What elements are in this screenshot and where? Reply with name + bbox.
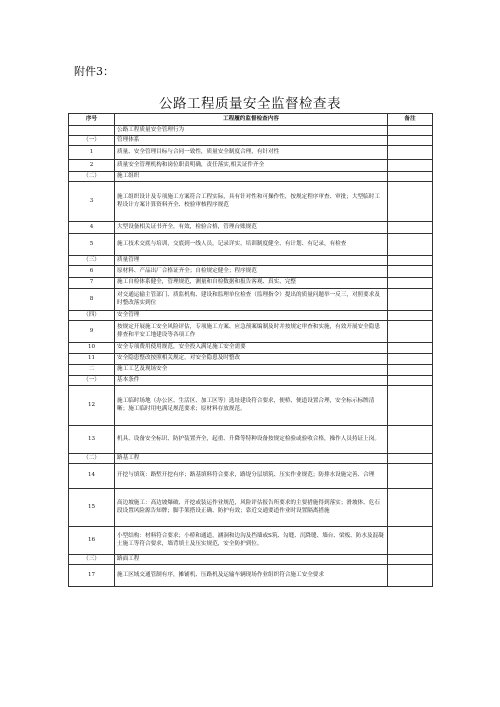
row-remark [388, 454, 433, 464]
row-remark [388, 321, 433, 343]
table-row [69, 278, 433, 289]
row-remark [388, 555, 433, 565]
header-no: 序号 [69, 114, 115, 126]
page-title: 公路工程质量安全监督检查表 [159, 96, 341, 112]
row-remark [388, 234, 433, 256]
table-row [69, 489, 433, 527]
table-row [69, 376, 433, 386]
row-content: 施工自检体系健全，管理规范，测量和自检数据和报告客观、真实、完整 [115, 278, 388, 289]
row-content: 高边坡施工：高边坡爆破、开挖或装运作业规范，风险评估报告所要求的主要措施得到落实；滑坡体、危石段设置风险源告知牌；脚手架搭设正确、防护有效；靠近交通要道作业时设置隔离措施 [115, 489, 388, 527]
row-heading: 安全管理 [115, 311, 388, 321]
row-remark [388, 146, 433, 160]
row-number: 7 [69, 278, 115, 289]
table-row [69, 386, 433, 426]
table-row [69, 464, 433, 489]
row-number: 11 [69, 354, 115, 365]
row-content: 施工临时场地（办公区、生活区、加工区等）选址建设符合要求，便桥、便道设置合理，安全标示标牌清晰；施工临时用电满足规范要求；原材料存放规范。 [115, 386, 388, 426]
row-content: 开挖与填筑：路堑开挖有序；路基填料符合要求，路堤分层填筑、压实作业规范；防排水设施完善、合理 [115, 464, 388, 489]
inspection-table [68, 113, 433, 587]
table-row [69, 555, 433, 565]
row-content: 机具、设备安全标识、防护装置齐全，起重、升降等特种设备按规定检验或验收合格，操作人员持证上岗。 [115, 426, 388, 454]
row-content: 按规定开展施工安全风险评估，专项施工方案、应急预案编制及时并按规定审查和实施，有效开展安全隐患排查和平安工地建设等各项工作 [115, 321, 388, 343]
row-remark [388, 222, 433, 234]
row-remark [388, 489, 433, 527]
table-row [69, 354, 433, 365]
row-content: 施工技术交底与培训，交底到一线人员，记录详实。培训制度健全、有计划、有记录，有检查 [115, 234, 388, 256]
row-number: 16 [69, 527, 115, 555]
row-content: 对交通运输主管部门、质监机构、建设和监理单位检查（监理指令）提出的质量问题举一反三，对照要求及时整改落实到位 [115, 289, 388, 311]
row-content: 原材料、产品出厂合格证齐全；自检规定健全；程序规范 [115, 266, 388, 278]
row-number: （四） [69, 311, 115, 321]
row-number: （二） [69, 172, 115, 182]
row-remark [388, 289, 433, 311]
row-remark [388, 376, 433, 386]
table-row [69, 160, 433, 172]
table-row [69, 234, 433, 256]
row-heading: 质量管理 [115, 256, 388, 266]
row-remark [388, 527, 433, 555]
row-heading: 路基工程 [115, 454, 388, 464]
row-number: 13 [69, 426, 115, 454]
row-number: （三） [69, 555, 115, 565]
table-row [69, 426, 433, 454]
row-heading: 基本条件 [115, 376, 388, 386]
row-number: （三） [69, 256, 115, 266]
row-remark [388, 136, 433, 146]
table-row [69, 266, 433, 278]
row-number: （二） [69, 454, 115, 464]
row-remark [388, 565, 433, 587]
table-row [69, 126, 433, 136]
table-row [69, 146, 433, 160]
row-heading: 施工工艺及现场安全 [115, 365, 388, 376]
table-row [69, 172, 433, 182]
table-row [69, 454, 433, 464]
table-row [69, 365, 433, 376]
header-remark: 备注 [388, 114, 433, 126]
row-content: 施工组织设计及专项施工方案符合工程实际，具有针对性和可操作性，按规定程序审查、审批；大型临时工程设计方案计算资料齐全、校验审核程序规范 [115, 182, 388, 222]
row-remark [388, 311, 433, 321]
row-number: 4 [69, 222, 115, 234]
row-number: 二 [69, 365, 115, 376]
row-number: 3 [69, 182, 115, 222]
row-remark [388, 256, 433, 266]
table-row [69, 256, 433, 266]
table-row [69, 182, 433, 222]
row-content: 安全专项费用使用规范，安全投入满足施工安全需要 [115, 343, 388, 354]
row-number: 15 [69, 489, 115, 527]
row-remark [388, 386, 433, 426]
row-number: 17 [69, 565, 115, 587]
row-number: （一） [69, 136, 115, 146]
row-content: 小型结构：材料符合要求；小桥和通道，涵洞和边沟及挡墙或S筑、勾缝、沉降缝、墙台、梁板、防水及混凝土施工等符合要求，墙背填土及压实规范，安全防护到位。 [115, 527, 388, 555]
row-content: 施工区域交通管制有序，摊铺机、压路机及运输车辆现场作业组织符合施工安全要求 [115, 565, 388, 587]
table-row [69, 321, 433, 343]
row-number: 1 [69, 146, 115, 160]
row-remark [388, 160, 433, 172]
table-row [69, 222, 433, 234]
row-remark [388, 266, 433, 278]
row-remark [388, 354, 433, 365]
table-row [69, 527, 433, 555]
row-number: 5 [69, 234, 115, 256]
row-remark [388, 126, 433, 136]
row-number: 2 [69, 160, 115, 172]
row-remark [388, 343, 433, 354]
table-header-row [69, 114, 433, 126]
table-row [69, 343, 433, 354]
row-number: 12 [69, 386, 115, 426]
row-number: 8 [69, 289, 115, 311]
row-number: 6 [69, 266, 115, 278]
row-number: 14 [69, 464, 115, 489]
row-remark [388, 426, 433, 454]
row-heading: 管理体系 [115, 136, 388, 146]
row-heading: 路面工程 [115, 555, 388, 565]
row-content: 安全隐患整改按照相关规定，对安全隐患及时整改 [115, 354, 388, 365]
row-number: （一） [69, 376, 115, 386]
row-number [69, 126, 115, 136]
row-content: 大型设备相关证书齐全，有效，检验合格，管理台账规范 [115, 222, 388, 234]
attachment-label: 附件3： [74, 65, 114, 78]
row-content: 质量安全管理机构和岗位职责明确，责任落实,相关证件齐全 [115, 160, 388, 172]
header-content: 工程履约监督检查内容 [115, 114, 388, 126]
row-content: 质量、安全管理目标与合同一致性，质量安全制度合理，有针对性 [115, 146, 388, 160]
row-heading: 施工组织 [115, 172, 388, 182]
table-row [69, 136, 433, 146]
table-row [69, 289, 433, 311]
table-row [69, 565, 433, 587]
row-remark [388, 365, 433, 376]
table-row [69, 311, 433, 321]
row-remark [388, 182, 433, 222]
row-remark [388, 464, 433, 489]
row-number: 10 [69, 343, 115, 354]
row-number: 9 [69, 321, 115, 343]
row-remark [388, 172, 433, 182]
row-remark [388, 278, 433, 289]
row-heading: 公路工程质量安全管理行为 [115, 126, 388, 136]
